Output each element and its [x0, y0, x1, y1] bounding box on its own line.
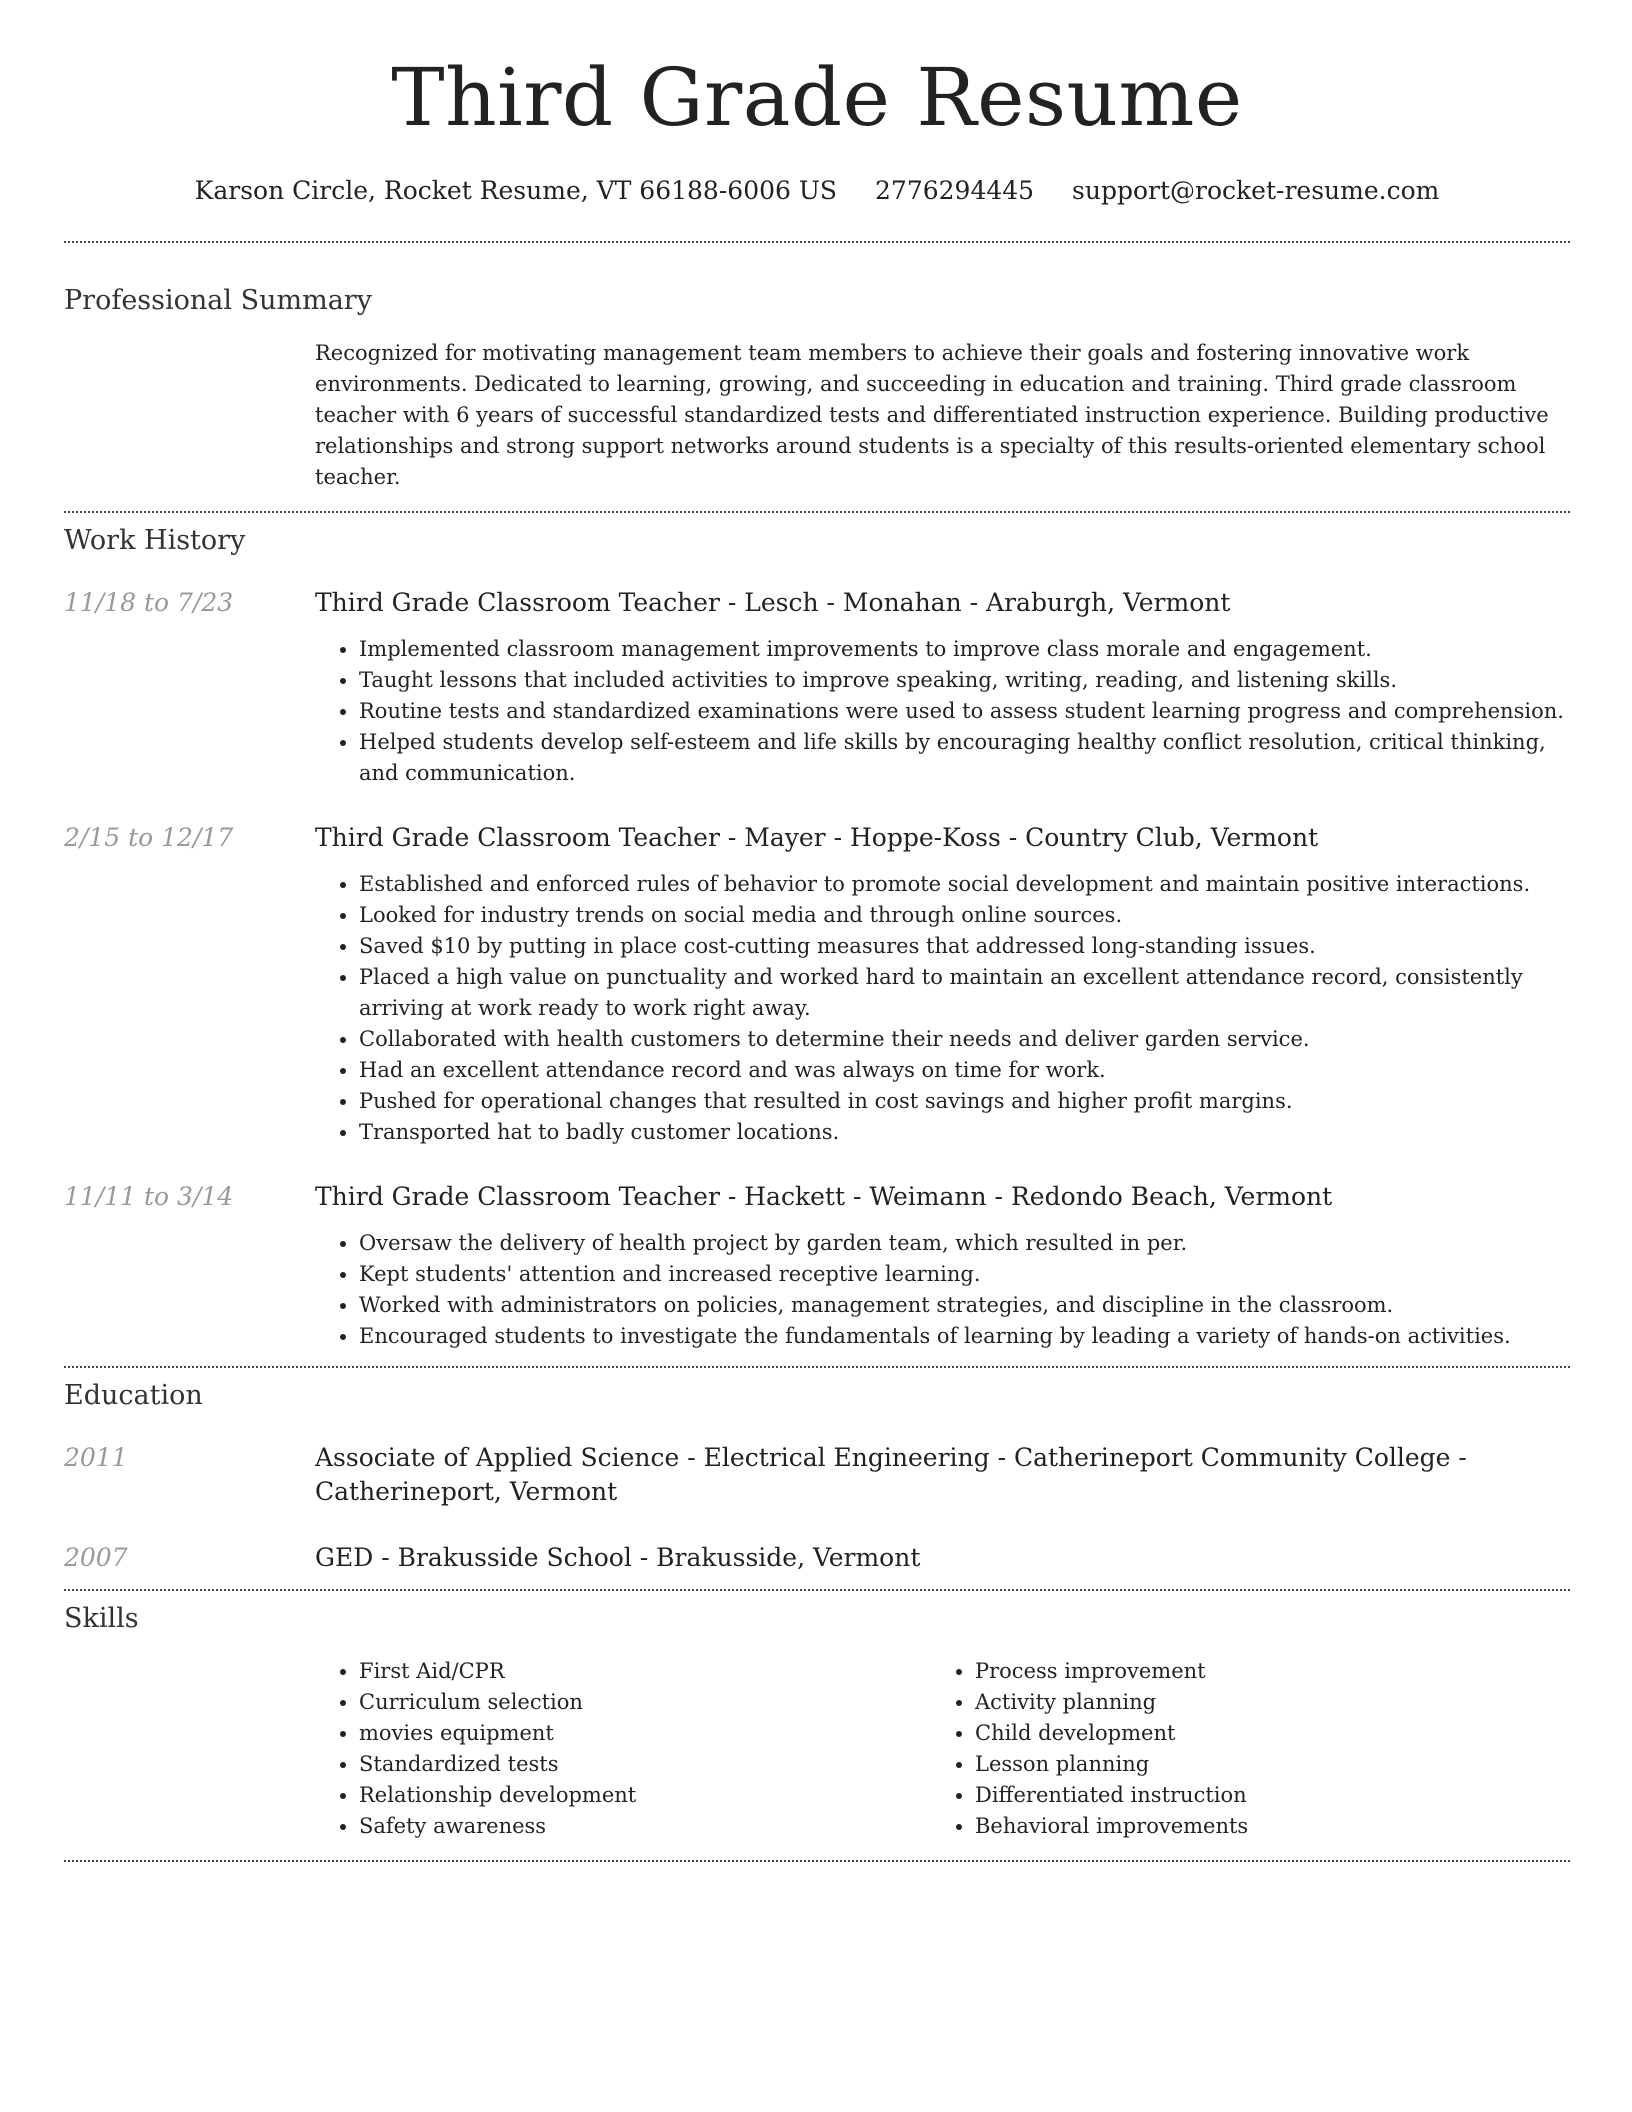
skill-item: • Activity planning: [975, 1687, 1547, 1718]
job-dates: 11/18 to 7/23: [64, 588, 234, 617]
job-bullets: [315, 869, 1570, 1148]
skill-item: • Standardized tests: [359, 1749, 931, 1780]
summary-text: Recognized for motivating management team members to achieve their goals and fostering innovative work environments. Dedicated to learning, growing, and succeeding in education and training. Third grade classroom teacher with 6 years of successful standardized tests and differentiated instruction experience. Building productive relationships and strong support networks around students is a specialty of this results-oriented elementary school teacher.: [315, 341, 1549, 489]
job-bullet: • Transported hat to badly customer locations.: [359, 1117, 1570, 1148]
skills-column-right: [931, 1656, 1547, 1842]
job-dates: 11/11 to 3/14: [64, 1182, 234, 1211]
skill-item: • Child development: [975, 1718, 1547, 1749]
job-bullet: • Established and enforced rules of behavior to promote social development and maintain positive interactions.: [359, 869, 1570, 900]
job-bullet: • Helped students develop self-esteem and life skills by encouraging healthy conflict resolution, critical thinking, and communication.: [359, 727, 1570, 789]
job-heading: Third Grade Classroom Teacher - Lesch - Monahan - Araburgh, Vermont: [315, 588, 1231, 617]
job-bullet: • Implemented classroom management improvements to improve class morale and engagement.: [359, 634, 1570, 665]
skill-item: • Relationship development: [359, 1780, 931, 1811]
skill-item: • movies equipment: [359, 1718, 931, 1749]
education-entry: [64, 1441, 1570, 1509]
contact-address: Karson Circle, Rocket Resume, VT 66188-6006 US: [194, 176, 838, 205]
section-title-work: Work History: [64, 525, 246, 556]
education-list: [64, 1441, 1570, 1589]
skill-item: • Process improvement: [975, 1656, 1547, 1687]
skills-list: [315, 1656, 1570, 1842]
job-bullets: [315, 1228, 1570, 1352]
contact-email: support@rocket-resume.com: [1072, 176, 1440, 205]
divider: [64, 1589, 1570, 1591]
education-heading: Associate of Applied Science - Electrical Engineering - Catherineport Community College - Catherineport, Vermont: [315, 1443, 1467, 1506]
divider: [64, 1366, 1570, 1368]
skill-item: • Safety awareness: [359, 1811, 931, 1842]
job-bullet: • Kept students' attention and increased receptive learning.: [359, 1259, 1570, 1290]
skill-item: • Behavioral improvements: [975, 1811, 1547, 1842]
job-entry: [64, 586, 1570, 789]
section-title-education: Education: [64, 1380, 203, 1411]
contact-line: [64, 176, 1570, 205]
job-heading: Third Grade Classroom Teacher - Mayer - Hoppe-Koss - Country Club, Vermont: [315, 823, 1319, 852]
section-title-summary: Professional Summary: [64, 285, 372, 316]
resume-title: Third Grade Resume: [391, 51, 1243, 144]
job-dates: 2/15 to 12/17: [64, 823, 234, 852]
education-entry: [64, 1541, 1570, 1575]
divider: [64, 1860, 1570, 1862]
section-title-skills: Skills: [64, 1603, 139, 1634]
skill-item: • Differentiated instruction: [975, 1780, 1547, 1811]
contact-phone: 2776294445: [875, 176, 1035, 205]
job-bullet: • Saved $10 by putting in place cost-cutting measures that addressed long-standing issues.: [359, 931, 1570, 962]
job-bullet: • Collaborated with health customers to determine their needs and deliver garden service.: [359, 1024, 1570, 1055]
job-entry: [64, 1180, 1570, 1352]
job-bullet: • Placed a high value on punctuality and worked hard to maintain an excellent attendance record, consistently arriving at work ready to work right away.: [359, 962, 1570, 1024]
skills-column-left: [315, 1656, 931, 1842]
work-history-list: [64, 586, 1570, 1366]
job-bullet: • Encouraged students to investigate the fundamentals of learning by leading a variety of hands-on activities.: [359, 1321, 1570, 1352]
job-bullet: • Worked with administrators on policies, management strategies, and discipline in the classroom.: [359, 1290, 1570, 1321]
job-bullet: • Had an excellent attendance record and was always on time for work.: [359, 1055, 1570, 1086]
job-heading: Third Grade Classroom Teacher - Hackett - Weimann - Redondo Beach, Vermont: [315, 1182, 1333, 1211]
skill-item: • Lesson planning: [975, 1749, 1547, 1780]
education-year: 2011: [64, 1443, 128, 1472]
job-bullet: • Oversaw the delivery of health project by garden team, which resulted in per.: [359, 1228, 1570, 1259]
job-bullet: • Looked for industry trends on social media and through online sources.: [359, 900, 1570, 931]
education-year: 2007: [64, 1543, 128, 1572]
skill-item: • First Aid/CPR: [359, 1656, 931, 1687]
job-bullet: • Pushed for operational changes that resulted in cost savings and higher profit margins.: [359, 1086, 1570, 1117]
skill-item: • Curriculum selection: [359, 1687, 931, 1718]
education-heading: GED - Brakusside School - Brakusside, Vermont: [315, 1543, 921, 1572]
job-bullets: [315, 634, 1570, 789]
job-bullet: • Taught lessons that included activities to improve speaking, writing, reading, and listening skills.: [359, 665, 1570, 696]
resume-page: [64, 0, 1570, 1862]
divider: [64, 511, 1570, 513]
job-entry: [64, 821, 1570, 1148]
divider: [64, 241, 1570, 243]
job-bullet: • Routine tests and standardized examinations were used to assess student learning progress and comprehension.: [359, 696, 1570, 727]
